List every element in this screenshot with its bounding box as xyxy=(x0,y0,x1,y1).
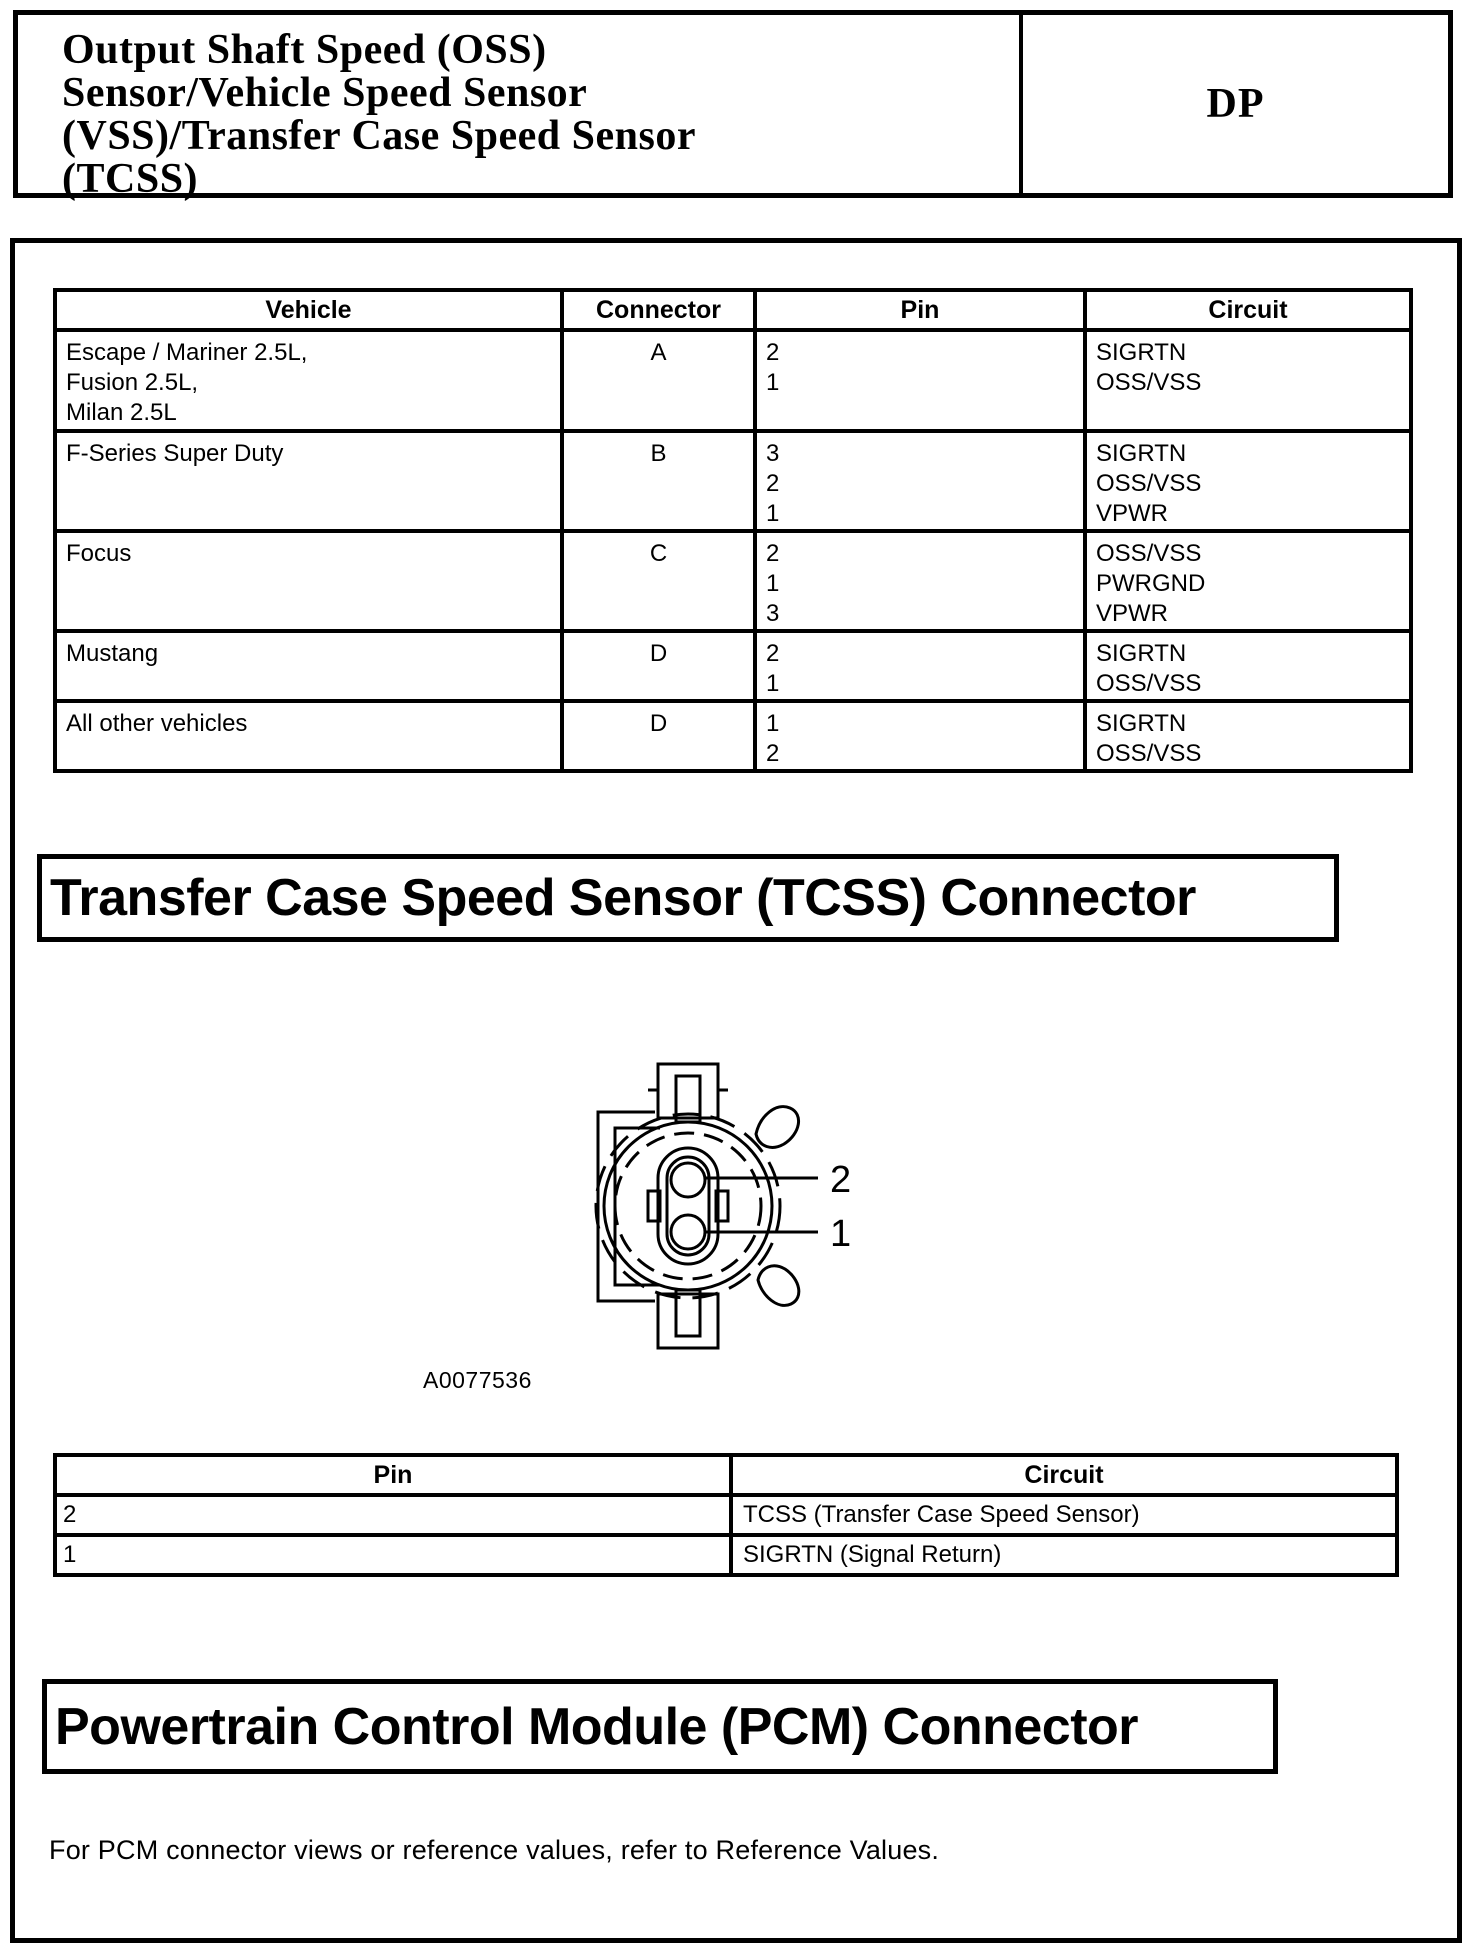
cell-line: All other vehicles xyxy=(66,710,248,737)
table-row xyxy=(55,1535,1397,1575)
connector-cell: B xyxy=(562,431,755,531)
cell-line: VPWR xyxy=(1096,600,1168,627)
pin-cell xyxy=(755,631,1085,701)
cell-line: SIGRTN xyxy=(1096,339,1187,366)
cell-line: 2 xyxy=(766,740,780,767)
pcm-reference-note: For PCM connector views or reference values, refer to Reference Values. xyxy=(49,1835,940,1865)
content-frame xyxy=(10,238,1462,1943)
cell-line: OSS/VSS xyxy=(1096,470,1202,497)
connector-cell: D xyxy=(562,701,755,771)
pin-2 xyxy=(671,1163,705,1197)
circuit-cell xyxy=(1085,330,1411,431)
tcss-connector-figure xyxy=(560,1060,890,1352)
connector-cell: C xyxy=(562,531,755,631)
table-row xyxy=(55,531,1411,631)
cell-line: 1 xyxy=(766,710,780,737)
pin-2-label: 2 xyxy=(830,1159,852,1201)
cell-line: 1 xyxy=(766,500,780,527)
circuit-cell xyxy=(1085,531,1411,631)
table-row xyxy=(55,431,1411,531)
circuit-cell: TCSS (Transfer Case Speed Sensor) xyxy=(731,1495,1397,1535)
cell-line: 2 xyxy=(766,640,780,667)
page-header xyxy=(13,10,1453,202)
circuit-cell: SIGRTN (Signal Return) xyxy=(731,1535,1397,1575)
cell-line: 1 xyxy=(766,670,780,697)
pin-cell xyxy=(755,531,1085,631)
circuit-cell xyxy=(1085,701,1411,771)
cell-line: 2 xyxy=(766,540,780,567)
connector-drawing xyxy=(560,1060,890,1352)
column-header-vehicle: Vehicle xyxy=(55,290,562,330)
vehicle-cell xyxy=(55,431,562,531)
page-title-line: Sensor/Vehicle Speed Sensor xyxy=(62,70,588,116)
cell-line: SIGRTN xyxy=(1096,640,1187,667)
vehicle-cell xyxy=(55,701,562,771)
cell-line: OSS/VSS xyxy=(1096,740,1202,767)
upper-ear xyxy=(756,1107,799,1148)
cell-line: OSS/VSS xyxy=(1096,670,1202,697)
pin-cell: 1 xyxy=(55,1535,731,1575)
cell-line: SIGRTN xyxy=(1096,440,1187,467)
connector-cell: D xyxy=(562,631,755,701)
page-title xyxy=(18,15,1019,202)
pin-cell xyxy=(755,330,1085,431)
cell-line: SIGRTN xyxy=(1096,710,1187,737)
table-header-row xyxy=(55,290,1411,330)
figure-id-label: A0077536 xyxy=(423,1367,532,1393)
table-header-row xyxy=(55,1455,1397,1495)
pcm-connector-heading xyxy=(42,1679,1278,1774)
pcm-connector-heading-text: Powertrain Control Module (PCM) Connector xyxy=(55,1697,1139,1756)
inner-dashed-ring xyxy=(615,1133,761,1279)
column-header-circuit: Circuit xyxy=(731,1455,1397,1495)
column-header-connector: Connector xyxy=(562,290,755,330)
outer-dashed-ring xyxy=(596,1114,780,1298)
table-row xyxy=(55,631,1411,701)
section-code: DP xyxy=(1019,15,1448,193)
vehicle-connector-table xyxy=(53,288,1413,773)
cell-line: 2 xyxy=(766,470,780,497)
tcss-connector-heading-text: Transfer Case Speed Sensor (TCSS) Connector xyxy=(50,869,1196,927)
cell-line: OSS/VSS xyxy=(1096,540,1202,567)
cell-line: Escape / Mariner 2.5L, xyxy=(66,339,308,366)
pin-cell: 2 xyxy=(55,1495,731,1535)
cell-line: 3 xyxy=(766,440,780,467)
circuit-cell xyxy=(1085,631,1411,701)
pin-cell xyxy=(755,701,1085,771)
pin-cell xyxy=(755,431,1085,531)
cell-line: 3 xyxy=(766,600,780,627)
page-title-line: Output Shaft Speed (OSS) xyxy=(62,27,547,73)
pin-1 xyxy=(671,1215,705,1249)
table-row xyxy=(55,701,1411,771)
cell-line: F-Series Super Duty xyxy=(66,440,284,467)
cell-line: Focus xyxy=(66,540,132,567)
lower-ear xyxy=(758,1266,799,1306)
top-tab xyxy=(658,1064,718,1118)
page-title-line: (VSS)/Transfer Case Speed Sensor xyxy=(62,113,696,159)
page-title-line: (TCSS) xyxy=(62,156,199,202)
bottom-tab xyxy=(658,1294,718,1348)
vehicle-cell xyxy=(55,631,562,701)
circuit-cell xyxy=(1085,431,1411,531)
table-row xyxy=(55,330,1411,431)
column-header-circuit: Circuit xyxy=(1085,290,1411,330)
cell-line: OSS/VSS xyxy=(1096,369,1202,396)
column-header-pin: Pin xyxy=(755,290,1085,330)
pin-1-label: 1 xyxy=(830,1213,852,1255)
tcss-connector-heading xyxy=(37,854,1339,942)
cell-line: 1 xyxy=(766,369,780,396)
cell-line: PWRGND xyxy=(1096,570,1206,597)
column-header-pin: Pin xyxy=(55,1455,731,1495)
vehicle-cell xyxy=(55,531,562,631)
cell-line: Milan 2.5L xyxy=(66,399,177,426)
cell-line: 2 xyxy=(766,339,780,366)
connector-cell: A xyxy=(562,330,755,431)
cell-line: Mustang xyxy=(66,640,159,667)
tcss-pin-table xyxy=(53,1453,1399,1577)
cell-line: 1 xyxy=(766,570,780,597)
cell-line: Fusion 2.5L, xyxy=(66,369,199,396)
vehicle-cell xyxy=(55,330,562,431)
table-row xyxy=(55,1495,1397,1535)
cell-line: VPWR xyxy=(1096,500,1168,527)
